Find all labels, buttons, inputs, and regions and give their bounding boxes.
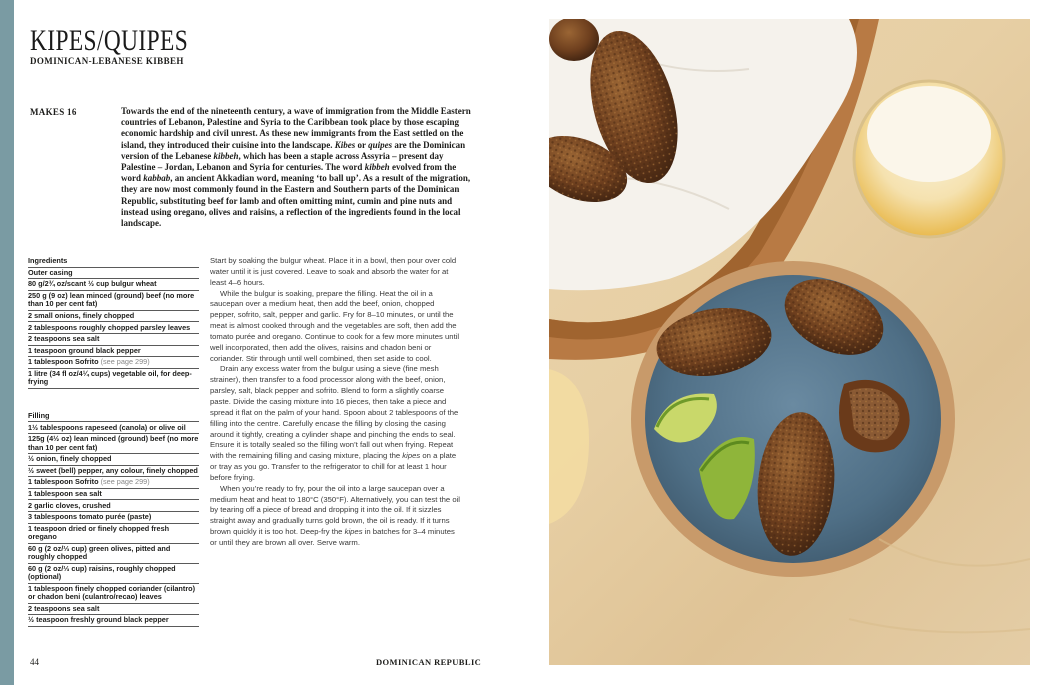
ingredient-item-sofrito: 1 tablespoon Sofrito (see page 299) — [28, 477, 199, 489]
ingredient-item: 3 tablespoons tomato purée (paste) — [28, 512, 199, 524]
ingredient-item: ½ teaspoon freshly ground black pepper — [28, 615, 199, 627]
ingredient-item: ½ onion, finely chopped — [28, 454, 199, 466]
method-step: Drain any excess water from the bulgur using a sieve (fine mesh strainer), then transfer to a food processor along with the beef, onion, parsley, salt, black pepper and sofrito. Blend to form a slightly coarse paste. Divide the casing mixture into 16 pieces, then take a piece and spread it flat on the palm of your hand. Spoon about 2 tablespoons of the filling into the centre. Carefully encase the filling by closing the casing around it tightly, creating a cylinder shape and pinching the ends to seal. Ensure it is totally sealed so the filling won’t fall out when frying. Repeat with the remaining filling and casing mixture, placing the kipes on a plate or tray as you go. Transfer to the refrigerator to chill for at least 1 hour before frying. — [210, 364, 459, 482]
ingredient-item-sofrito: 1 tablespoon Sofrito (see page 299) — [28, 357, 199, 369]
ingredient-item: 1 teaspoon dried or finely chopped fresh oregano — [28, 524, 199, 544]
ingredient-item: 2 tablespoons roughly chopped parsley leaves — [28, 322, 199, 334]
ingredient-item: 60 g (2 oz/⅓ cup) raisins, roughly chopped (optional) — [28, 564, 199, 584]
outer-casing-heading: Outer casing — [28, 268, 199, 280]
ingredient-item: 1 teaspoon ground black pepper — [28, 346, 199, 358]
kibbeh-photo-illustration — [549, 19, 1030, 665]
recipe-title: KIPES/QUIPES — [30, 24, 189, 57]
page-number: 44 — [30, 657, 39, 667]
ingredient-item: 80 g/2¾ oz/scant ½ cup bulgur wheat — [28, 279, 199, 291]
ingredient-item: 1½ tablespoons rapeseed (canola) or olive oil — [28, 422, 199, 434]
method-text — [210, 256, 461, 549]
ingredients-list — [28, 256, 199, 627]
ingredient-item: 1 tablespoon finely chopped coriander (cilantro) or chadon beni (culantro/recao) leaves — [28, 584, 199, 604]
ingredient-item: 250 g (9 oz) lean minced (ground) beef (no more than 10 per cent fat) — [28, 291, 199, 311]
ingredient-item: ½ sweet (bell) pepper, any colour, finely chopped — [28, 466, 199, 478]
page-spine-bar — [0, 0, 14, 685]
ingredient-item: 60 g (2 oz/⅓ cup) green olives, pitted and roughly chopped — [28, 544, 199, 564]
ingredient-item: 2 small onions, finely chopped — [28, 311, 199, 323]
recipe-yield: MAKES 16 — [30, 107, 77, 117]
ingredients-heading: Ingredients — [28, 256, 199, 268]
page-reference-link[interactable]: (see page 299) — [100, 357, 150, 367]
page-reference-link[interactable]: (see page 299) — [100, 477, 150, 487]
method-step: While the bulgur is soaking, prepare the filling. Heat the oil in a saucepan over a medium heat, then add the beef, onion, chopped pepper, sofrito, salt, pepper and garlic. Fry for 8–10 minutes, or until the meat is almost cooked through and the vegetables are soft, then add the tomato purée and oregano. Continue to cook for a few more minutes until well incorporated, then add the olives, raisins and chadon beni or coriander. Stir through until well combined, then set aside to cool. — [210, 288, 460, 363]
recipe-introduction: Towards the end of the nineteenth century, a wave of immigration from the Middle Eastern countries of Lebanon, Palestine and Syria to the Caribbean took place by those escaping economic hardship and civil unrest. As these new immigrants from the East settled on the island, they introduced their cuisine into the landscape. Kibes or quipes are the Dominican version of the Lebanese kibbeh, which has been a staple across Assyria – present day Palestine – Jordan, Lebanon and Syria for centuries. The word kibbeh evolved from the word kabbab, an ancient Akkadian word, meaning ‘to ball up’. As a result of the migration, they are now most commonly found in the Eastern and Southern parts of the Dominican Republic, substituting beef for lamb and often omitting mint, cumin and pine nuts and instead using oregano, olives and raisins, a reflection of the ingredients found in the local landscape. — [121, 106, 471, 229]
ingredient-item: 125g (4½ oz) lean minced (ground) beef (no more than 10 per cent fat) — [28, 434, 199, 454]
kibbeh-photo — [549, 19, 1030, 665]
method-step: Start by soaking the bulgur wheat. Place it in a bowl, then pour over cold water until it is just covered. Leave to soak and absorb the water for at least 4–6 hours. — [210, 256, 457, 287]
ingredient-item: 1 tablespoon sea salt — [28, 489, 199, 501]
ingredient-item: 1 litre (34 fl oz/4¼ cups) vegetable oil, for deep-frying — [28, 369, 199, 389]
ingredient-item: 2 teaspoons sea salt — [28, 334, 199, 346]
recipe-subtitle: DOMINICAN-LEBANESE KIBBEH — [30, 56, 184, 66]
method-step: When you’re ready to fry, pour the oil into a large saucepan over a medium heat and heat to 180°C (350°F). Alternatively, you can test the oil by tearing off a piece of bread and dropping it into the oil. If it sizzles straight away and gradually turns gold brown, the oil is ready. If it turns brown quickly it is too hot. Deep-fry the kipes in batches for 3–4 minutes or until they are brown all over. Serve warm. — [210, 483, 461, 547]
running-head: DOMINICAN REPUBLIC — [376, 657, 482, 667]
filling-heading: Filling — [28, 411, 199, 423]
ingredient-item: 2 garlic cloves, crushed — [28, 500, 199, 512]
ingredient-item: 2 teaspoons sea salt — [28, 604, 199, 616]
